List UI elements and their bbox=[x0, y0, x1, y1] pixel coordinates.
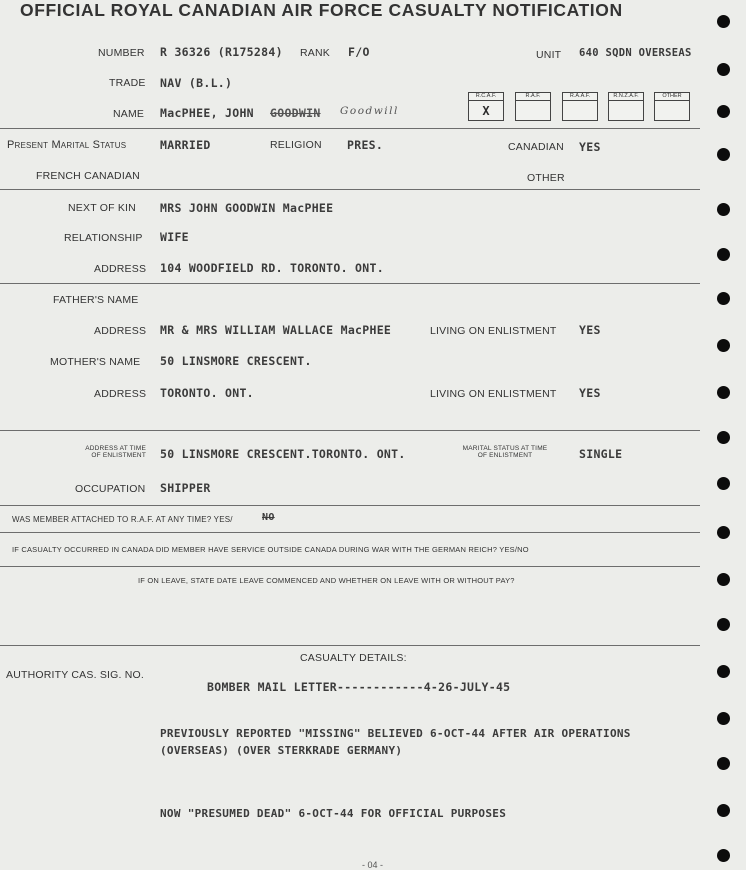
on-leave-label: IF ON LEAVE, STATE DATE LEAVE COMMENCED AND WHETHER ON LEAVE WITH OR WITHOUT PAY? bbox=[138, 576, 515, 585]
kin-address-value: 104 WOODFIELD RD. TORONTO. ONT. bbox=[160, 261, 384, 275]
number-value: R 36326 (R175284) bbox=[160, 45, 283, 59]
raaf-box: R.A.A.F. bbox=[562, 92, 598, 121]
mothers-name-value: 50 LINSMORE CRESCENT. bbox=[160, 354, 312, 368]
father-address-label: ADDRESS bbox=[94, 325, 147, 337]
next-of-kin-label: NEXT OF KIN bbox=[68, 202, 136, 214]
address-at-enlistment-value: 50 LINSMORE CRESCENT.TORONTO. ONT. bbox=[160, 447, 406, 461]
marital-status-value: MARRIED bbox=[160, 138, 211, 152]
attached-raf-struck: NO bbox=[262, 512, 275, 523]
trade-label: TRADE bbox=[109, 77, 146, 89]
relationship-value: WIFE bbox=[160, 230, 189, 244]
form-title: OFFICIAL ROYAL CANADIAN AIR FORCE CASUALTY NOTIFICATION bbox=[20, 0, 623, 20]
other-label: OTHER bbox=[527, 172, 565, 184]
divider bbox=[0, 645, 700, 646]
address-label: ADDRESS bbox=[94, 263, 147, 275]
religion-label: RELIGION bbox=[270, 139, 322, 151]
casualty-line-4: NOW "PRESUMED DEAD" 6-OCT-44 FOR OFFICIAL PURPOSES bbox=[160, 807, 507, 820]
mother-address-value: TORONTO. ONT. bbox=[160, 386, 254, 400]
trade-value: NAV (B.L.) bbox=[160, 76, 233, 90]
divider bbox=[0, 505, 700, 506]
service-outside-label: IF CASUALTY OCCURRED IN CANADA DID MEMBER HAVE SERVICE OUTSIDE CANADA DURING WAR WITH THE GERMAN REICH? YES/NO bbox=[12, 545, 529, 554]
name-value: MacPHEE, JOHN bbox=[160, 106, 254, 120]
punch-hole bbox=[717, 63, 730, 76]
authority-label: AUTHORITY CAS. SIG. NO. bbox=[6, 669, 145, 681]
divider bbox=[0, 128, 700, 129]
french-canadian-label: FRENCH CANADIAN bbox=[36, 170, 140, 182]
name-label: NAME bbox=[113, 108, 145, 120]
canadian-value: YES bbox=[579, 140, 601, 154]
father-living-value: YES bbox=[579, 323, 601, 337]
punch-hole bbox=[717, 339, 730, 352]
unit-value: 640 SQDN OVERSEAS bbox=[579, 47, 692, 59]
punch-hole bbox=[717, 573, 730, 586]
casualty-line-3: (OVERSEAS) (OVER STERKRADE GERMANY) bbox=[160, 744, 403, 757]
mother-living-label: LIVING ON ENLISTMENT bbox=[430, 388, 557, 400]
fathers-name-label: FATHER'S NAME bbox=[53, 294, 139, 306]
name-struck-value: GOODWIN bbox=[270, 106, 321, 120]
punch-hole bbox=[717, 757, 730, 770]
casualty-line-2: PREVIOUSLY REPORTED "MISSING" BELIEVED 6-OCT-44 AFTER AIR OPERATIONS bbox=[160, 727, 631, 740]
casualty-details-label: CASUALTY DETAILS: bbox=[300, 652, 407, 664]
divider bbox=[0, 532, 700, 533]
name-handwritten: Goodwill bbox=[340, 105, 399, 117]
punch-hole bbox=[717, 203, 730, 216]
address-at-enlistment-label: ADDRESS AT TIME OF ENLISTMENT bbox=[85, 445, 146, 459]
other-box: OTHER bbox=[654, 92, 690, 121]
punch-hole bbox=[717, 248, 730, 261]
mother-living-value: YES bbox=[579, 386, 601, 400]
divider bbox=[0, 430, 700, 431]
rnzaf-box: R.N.Z.A.F. bbox=[608, 92, 644, 121]
next-of-kin-value: MRS JOHN GOODWIN MacPHEE bbox=[160, 201, 334, 215]
occupation-value: SHIPPER bbox=[160, 481, 211, 495]
rank-label: RANK bbox=[300, 47, 330, 59]
number-label: NUMBER bbox=[98, 47, 145, 59]
divider bbox=[0, 283, 700, 284]
marital-at-enlistment-value: SINGLE bbox=[579, 447, 623, 461]
father-address-value: MR & MRS WILLIAM WALLACE MacPHEE bbox=[160, 323, 392, 337]
rcaf-box: R.C.A.F. X bbox=[468, 92, 504, 121]
unit-label: UNIT bbox=[536, 49, 562, 61]
punch-hole bbox=[717, 292, 730, 305]
rcaf-mark: X bbox=[482, 104, 490, 118]
punch-hole bbox=[717, 148, 730, 161]
punch-hole bbox=[717, 618, 730, 631]
punch-hole bbox=[717, 526, 730, 539]
mothers-name-label: MOTHER'S NAME bbox=[50, 356, 141, 368]
punch-hole bbox=[717, 105, 730, 118]
occupation-label: OCCUPATION bbox=[75, 483, 146, 495]
punch-hole bbox=[717, 712, 730, 725]
divider bbox=[0, 189, 700, 190]
punch-hole bbox=[717, 477, 730, 490]
religion-value: PRES. bbox=[347, 138, 384, 152]
page-number: - 04 - bbox=[362, 860, 384, 870]
punch-hole bbox=[717, 804, 730, 817]
father-living-label: LIVING ON ENLISTMENT bbox=[430, 325, 557, 337]
marital-status-label: Present Marital Status bbox=[7, 139, 127, 151]
punch-hole bbox=[717, 665, 730, 678]
punch-hole bbox=[717, 386, 730, 399]
marital-at-enlistment-label: MARITAL STATUS AT TIME OF ENLISTMENT bbox=[462, 445, 548, 459]
casualty-line-1: BOMBER MAIL LETTER------------4-26-JULY-45 bbox=[207, 680, 511, 694]
punch-hole bbox=[717, 15, 730, 28]
mother-address-label: ADDRESS bbox=[94, 388, 147, 400]
punch-hole bbox=[717, 849, 730, 862]
relationship-label: RELATIONSHIP bbox=[64, 232, 143, 244]
attached-raf-label: WAS MEMBER ATTACHED TO R.A.F. AT ANY TIME? YES/ bbox=[12, 515, 233, 524]
canadian-label: CANADIAN bbox=[508, 141, 564, 153]
raf-box: R.A.F. bbox=[515, 92, 551, 121]
rank-value: F/O bbox=[348, 45, 370, 59]
divider bbox=[0, 566, 700, 567]
punch-hole bbox=[717, 431, 730, 444]
